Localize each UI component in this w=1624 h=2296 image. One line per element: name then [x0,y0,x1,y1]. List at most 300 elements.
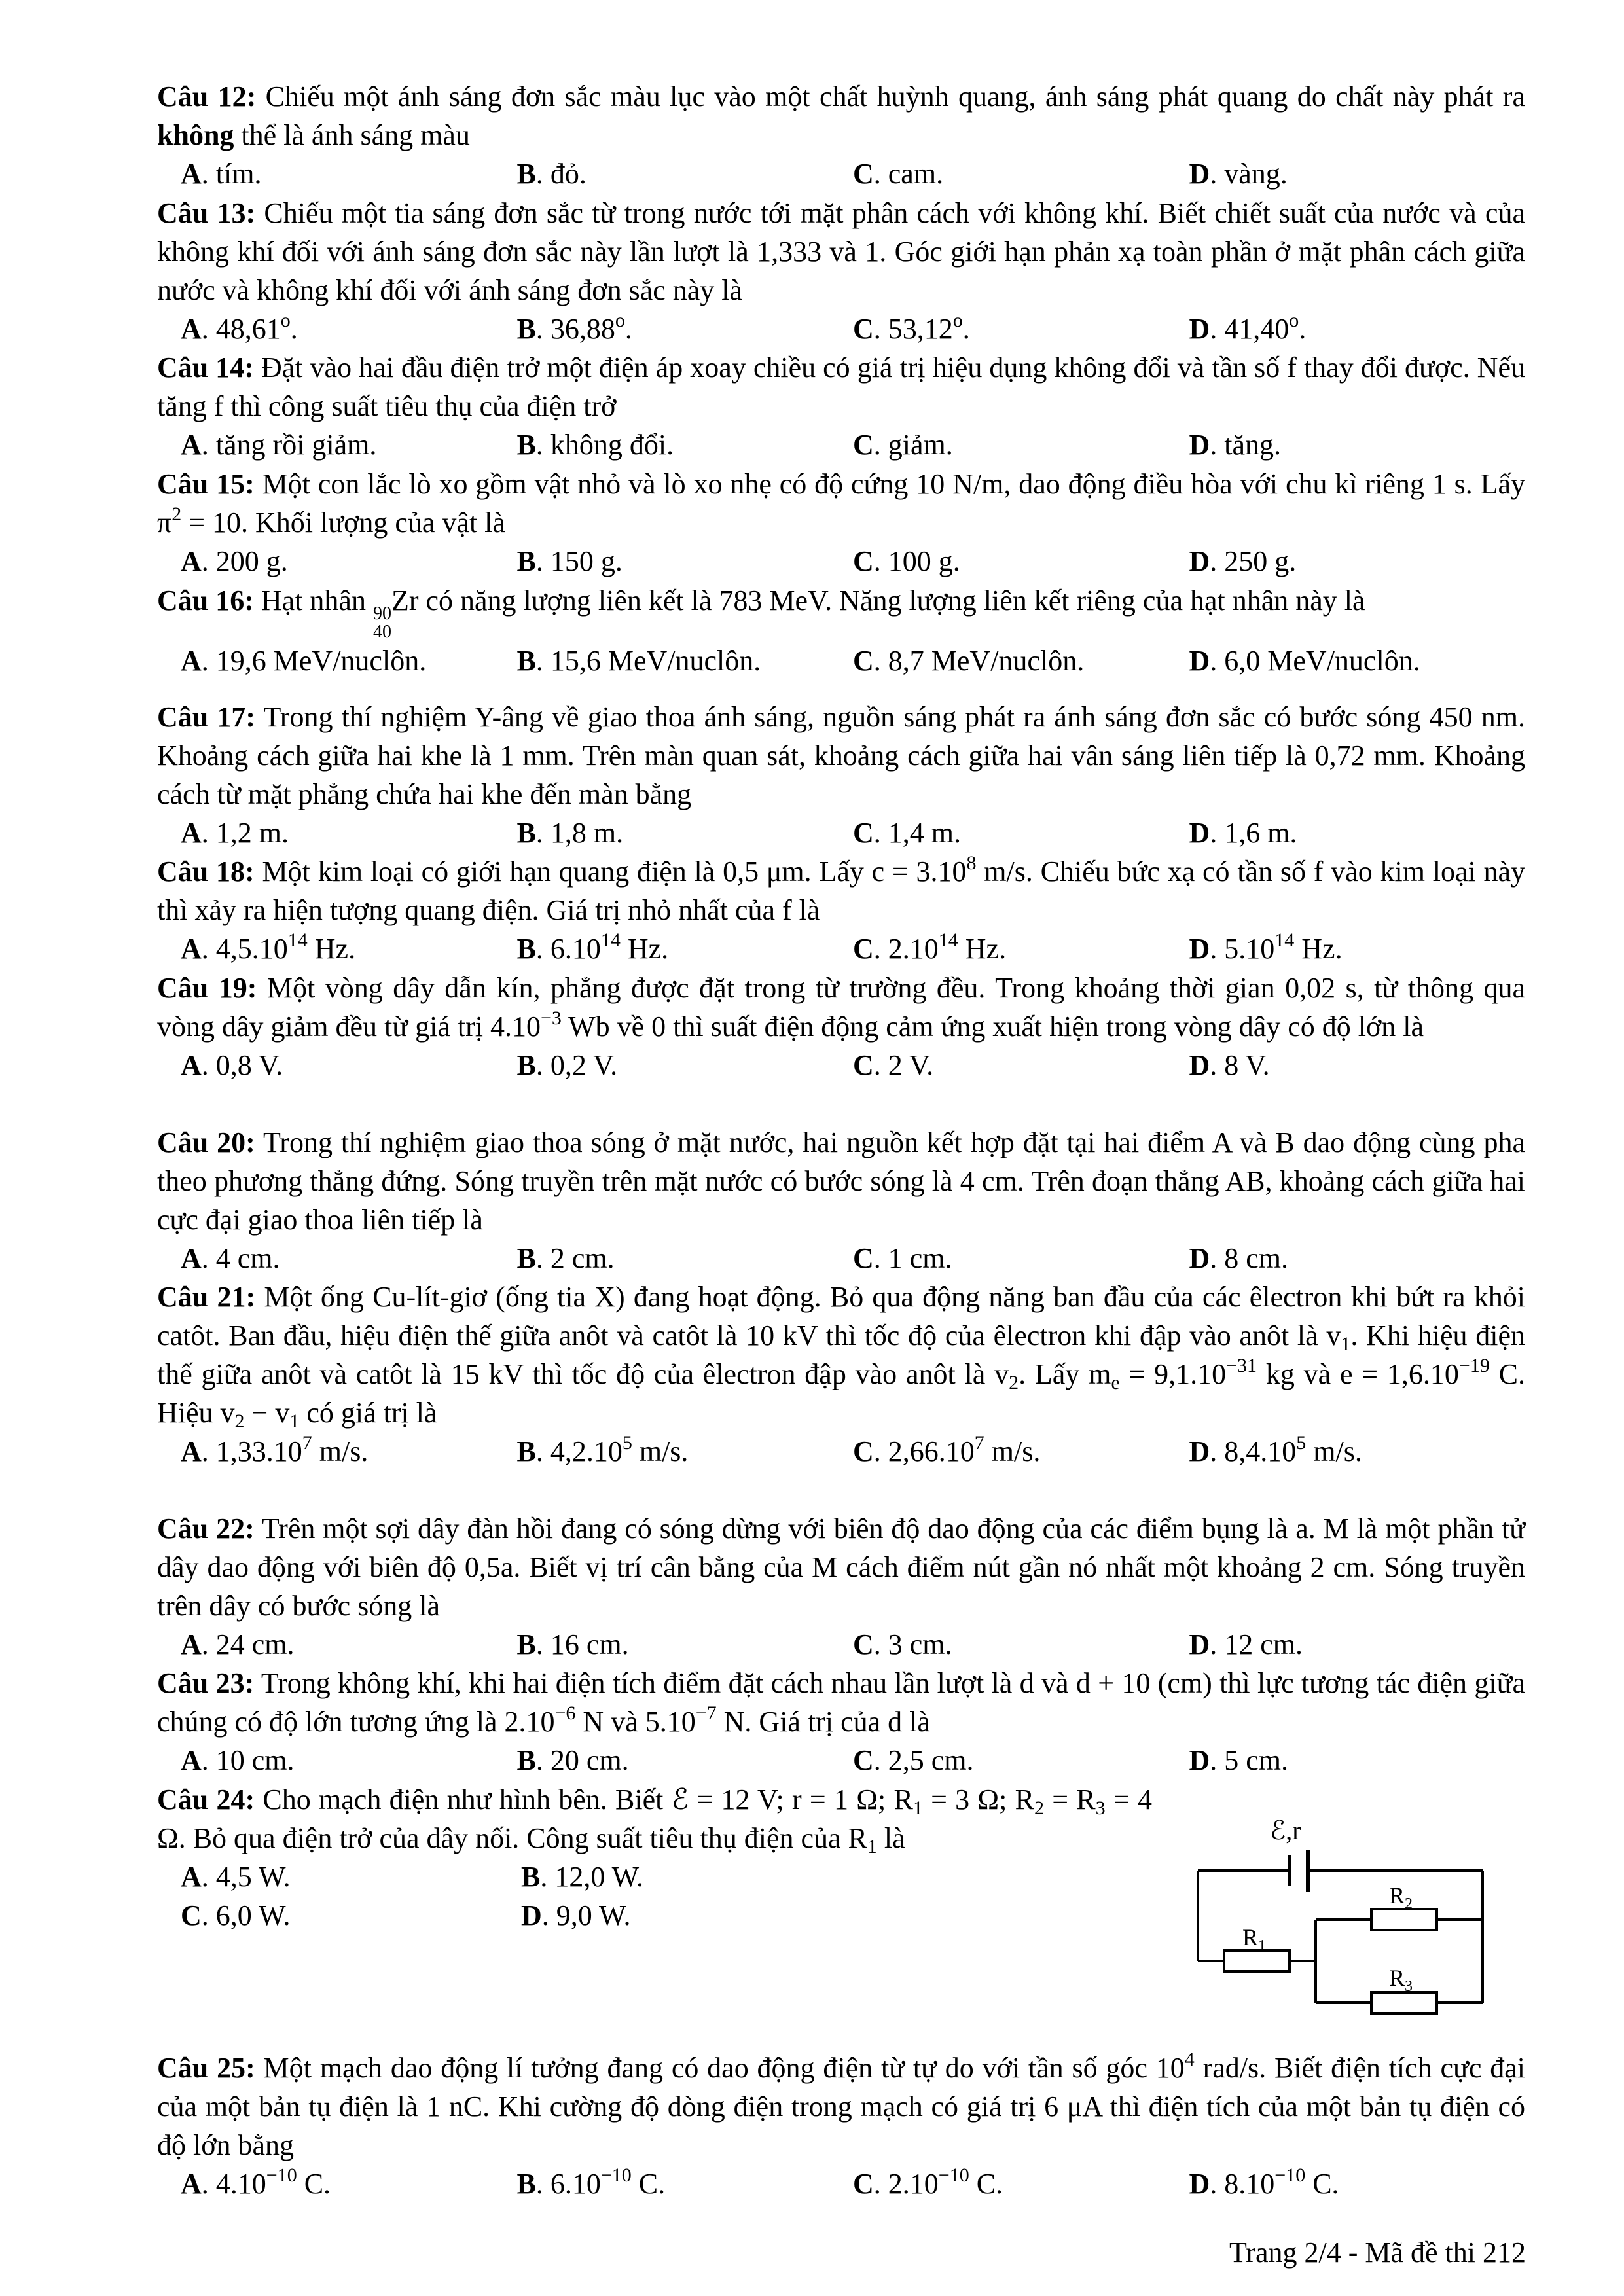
options-row [157,154,1525,193]
option-key: A [181,2168,202,2200]
r3-sub: 3 [1405,1978,1413,1995]
option-text: . 2.10 [873,933,939,965]
question-label: Câu 17: [157,701,256,733]
stem-sub: 3 [1095,1797,1106,1819]
option-key: C [181,1899,202,1931]
option-text: . 8,7 MeV/nuclôn. [873,645,1085,677]
question-label: Câu 16: [157,584,254,617]
option-key: C [853,1242,874,1274]
option-key: B [516,817,536,849]
question-stem [157,465,1525,542]
option-key: B [521,1861,541,1893]
circuit-wires [1198,1871,1483,2003]
stem-sup: −6 [554,1702,576,1724]
option-tail: m/s. [984,1435,1041,1467]
option-b[interactable] [517,2164,854,2203]
option-c[interactable] [853,641,1189,680]
option-text: . 4 cm. [201,1242,280,1274]
stem-text: Trong thí nghiệm giao thoa sóng ở mặt nước, hai nguồn kết hợp đặt tại hai điểm A và B dao động cùng pha theo phương thẳng đứng. Sóng truyền trên mặt nước có bước sóng là 4 cm. Trên đoạn thẳng AB, khoảng cách giữa hai cực đại giao thoa liên tiếp là [157,1126,1526,1236]
option-text: . 5.10 [1210,933,1275,965]
r3-label [1389,1965,1413,1995]
option-key: A [181,817,202,849]
option-tail: Hz. [620,933,669,965]
source-label: ℰ,r [1270,1816,1301,1845]
option-b[interactable] [517,1432,854,1471]
option-text: . 4,5.10 [201,933,288,965]
option-key: D [1189,545,1210,577]
option-key: D [1189,429,1210,461]
option-b[interactable] [521,1857,861,1896]
option-key: B [516,313,536,345]
stem-text: Một vòng dây dẫn kín, phẳng được đặt trong từ trường đều. Trong khoảng thời gian 0,02 s, từ thông qua vòng dây giảm đều từ giá trị 4.10 [157,972,1525,1043]
stem-text: Một con lắc lò xo gồm vật nhỏ và lò xo nhẹ có độ cứng 10 N/m, dao động điều hòa với chu kì riêng 1 s. Lấy π [157,468,1525,539]
stem-text: Chiếu một ánh sáng đơn sắc màu lục vào một chất huỳnh quang, ánh sáng phát quang do chất này phát ra [256,81,1525,113]
nuclide-mass: 90 [372,603,391,624]
option-d[interactable] [1189,310,1526,348]
option-key: C [853,429,874,461]
option-text: . cam. [873,158,944,190]
option-a[interactable] [181,542,517,581]
option-sup: 7 [974,1432,984,1454]
option-d[interactable] [1189,154,1526,193]
question-stem [157,698,1525,814]
option-text: . 1,8 m. [535,817,624,849]
option-d[interactable] [1189,1432,1526,1471]
option-text: . không đổi. [535,429,674,461]
option-a[interactable] [181,1857,521,1896]
option-sup: 14 [938,929,958,951]
question-stem [157,1278,1525,1432]
stem-text: Hạt nhân [253,584,373,617]
option-a[interactable] [181,425,517,464]
option-a[interactable] [181,814,517,852]
stem-text: = R [1043,1784,1096,1816]
option-a[interactable] [181,929,517,968]
option-key: D [1189,313,1210,345]
option-text: . 19,6 MeV/nuclôn. [201,645,427,677]
option-text: . 4,2.10 [535,1435,623,1467]
question-stem [157,1780,1152,1857]
stem-text: Một mạch dao động lí tưởng đang có dao động điện từ tự do với tần số góc 10 [255,2052,1185,2084]
option-a[interactable] [181,154,517,193]
option-d[interactable] [1189,641,1526,680]
question-19 [157,969,1525,1085]
option-b[interactable] [517,641,854,680]
option-key: D [1189,1744,1210,1776]
option-d[interactable] [1189,814,1526,852]
option-key: B [516,1049,536,1081]
option-c[interactable] [853,542,1189,581]
question-23 [157,1664,1525,1780]
stem-text: rad/s. Biết điện tích cực đại của một bản tụ điện là 1 nC. Khi cường độ dòng điện trong mạch có giá trị 6 μA thì điện tích của một bản tụ điện có độ lớn bằng [157,2052,1525,2161]
stem-sub: 1 [912,1797,923,1819]
option-key: C [853,817,874,849]
option-key: A [181,429,202,461]
option-text: . 24 cm. [201,1628,295,1660]
option-c[interactable] [853,814,1189,852]
option-text: . 1,4 m. [873,817,962,849]
option-text: . 12,0 W. [540,1861,644,1893]
option-key: D [1189,1435,1210,1467]
stem-text: = 3 Ω; R [922,1784,1034,1816]
option-key: D [1189,2168,1210,2200]
stem-text: là [876,1822,905,1854]
option-b[interactable] [517,1741,854,1780]
option-text: . 3 cm. [873,1628,952,1660]
stem-sub: 2 [1034,1797,1044,1819]
options-row [157,641,1525,680]
options-row [157,2164,1525,2203]
r2-sub: 2 [1405,1895,1413,1912]
option-c[interactable] [853,2164,1189,2203]
stem-sup: 4 [1184,2049,1195,2070]
question-label: Câu 12: [157,81,257,113]
option-d[interactable] [1189,929,1526,968]
options-row [157,1625,1525,1664]
option-a[interactable] [181,1741,517,1780]
question-label: Câu 18: [157,855,255,888]
option-text: . 9,0 W. [541,1899,631,1931]
option-d[interactable] [1189,1741,1526,1780]
option-c[interactable] [853,1046,1189,1085]
options-row [157,425,1525,464]
option-text: . 2 V. [873,1049,934,1081]
stem-sub: e [1111,1372,1120,1393]
option-text: . 8 cm. [1210,1242,1289,1274]
option-d[interactable] [1189,1046,1526,1085]
stem-text: . Lấy m [1019,1358,1111,1390]
option-sup: 14 [287,929,308,951]
question-12 [157,77,1525,193]
option-sup: o [1289,310,1299,331]
circuit-diagram [1191,1812,1519,2021]
question-18 [157,852,1525,968]
r2-label [1389,1882,1413,1912]
stem-sup: −3 [540,1007,562,1029]
option-sup: −10 [1274,2164,1306,2186]
stem-text: C. Hiệu v [157,1358,1525,1429]
battery-icon [1290,1850,1308,1892]
option-b[interactable] [517,425,854,464]
option-d[interactable] [521,1896,861,1935]
option-key: C [853,1628,874,1660]
option-b[interactable] [517,814,854,852]
option-key: C [853,545,874,577]
option-key: B [516,2168,536,2200]
options-row [157,929,1525,968]
option-text: . 8.10 [1210,2168,1275,2200]
r2-letter: R [1389,1882,1405,1909]
question-stem [157,348,1525,425]
option-b[interactable] [517,154,854,193]
nuclide-symbol: Zr [391,584,419,617]
stem-text: = 10. Khối lượng của vật là [181,507,505,539]
option-c[interactable] [853,310,1189,348]
option-a[interactable] [181,1432,517,1471]
question-label: Câu 25: [157,2052,255,2084]
option-key: D [1189,1628,1210,1660]
option-tail: . [624,313,632,345]
question-25 [157,2049,1525,2203]
option-c[interactable] [853,425,1189,464]
question-stem [157,969,1525,1046]
stem-sub: 2 [1009,1372,1019,1393]
option-tail: . [1299,313,1307,345]
options-row [157,542,1525,581]
option-key: B [516,429,536,461]
option-text: . 36,88 [535,313,615,345]
option-c[interactable] [853,154,1189,193]
stem-text: Chiếu một tia sáng đơn sắc từ trong nước tới mặt phân cách với không khí. Biết chiết suất của nước và của không khí đối với ánh sáng đơn sắc này lần lượt là 1,333 và 1. Góc giới hạn phản xạ toàn phần ở mặt phân cách giữa nước và không khí đối với ánh sáng đơn sắc này là [157,197,1525,306]
question-22 [157,1509,1525,1664]
option-text: . 100 g. [873,545,960,577]
option-key: A [181,933,202,965]
stem-text: N và 5.10 [575,1706,696,1738]
option-tail: C. [297,2168,331,2200]
option-b[interactable] [517,1625,854,1664]
options-row [157,1432,1525,1471]
option-key: D [1189,933,1210,965]
option-text: . 15,6 MeV/nuclôn. [535,645,761,677]
option-key: A [181,1049,202,1081]
option-a[interactable] [181,310,517,348]
stem-text: Một ống Cu-lít-giơ (ống tia X) đang hoạt động. Bỏ qua động năng ban đầu của các êlectron khi bứt ra khỏi catôt. Ban đầu, hiệu điện thế giữa anôt và catôt là 10 kV thì tốc độ của êlectron khi đập vào anôt là v [157,1281,1525,1352]
question-stem [157,581,1525,641]
option-text: . 0,2 V. [535,1049,618,1081]
stem-text: Trong không khí, khi hai điện tích điểm đặt cách nhau lần lượt là d và d + 10 (cm) thì lực tương tác điện giữa chúng có độ lớn tương ứng là 2.10 [157,1667,1525,1738]
question-label: Câu 21: [157,1281,256,1313]
option-text: . tím. [201,158,262,190]
option-text: . 6.10 [535,2168,601,2200]
option-a[interactable] [181,1625,517,1664]
question-label: Câu 19: [157,972,257,1004]
stem-text: Trên một sợi dây đàn hồi đang có sóng dừng với biên độ dao động của các điểm bụng là a. M là một phần tử dây dao động với biên độ 0,5a. Biết vị trí cân bằng của M cách điểm nút gần nó nhất một khoảng 2 cm. Sóng truyền trên dây có bước sóng là [157,1513,1525,1622]
option-c[interactable] [853,929,1189,968]
option-text: . tăng. [1210,429,1282,461]
option-key: A [181,1861,202,1893]
option-sup: −10 [938,2164,969,2186]
option-text: . 150 g. [535,545,623,577]
page-footer: Trang 2/4 - Mã đề thi 212 [1229,2236,1526,2269]
option-tail: Hz. [1294,933,1343,965]
stem-text: Một kim loại có giới hạn quang điện là 0,5 μm. Lấy c = 3.10 [254,855,967,888]
question-20 [157,1123,1525,1278]
option-text: . 6,0 MeV/nuclôn. [1210,645,1420,677]
stem-text: Đặt vào hai đầu điện trở một điện áp xoay chiều có giá trị hiệu dụng không đổi và tần số f thay đổi được. Nếu tăng f thì công suất tiêu thụ của điện trở [157,351,1525,422]
question-stem [157,1509,1525,1625]
option-b[interactable] [517,929,854,968]
option-text: . 12 cm. [1210,1628,1303,1660]
option-text: . đỏ. [535,158,586,190]
option-b[interactable] [517,542,854,581]
question-14 [157,348,1525,464]
option-d[interactable] [1189,425,1526,464]
question-label: Câu 23: [157,1667,255,1699]
stem-sub: 1 [289,1410,300,1432]
option-key: A [181,645,202,677]
option-text: . 1,6 m. [1210,817,1297,849]
option-c[interactable] [181,1896,521,1935]
stem-sup: 8 [966,852,977,874]
option-text: . 6,0 W. [201,1899,291,1931]
option-key: B [516,645,536,677]
nuclide-numbers [373,605,391,641]
option-sup: 5 [1296,1432,1307,1454]
option-sup: 7 [302,1432,312,1454]
option-key: D [1189,1049,1210,1081]
question-16 [157,581,1525,680]
question-13 [157,194,1525,348]
option-text: . 4,5 W. [201,1861,291,1893]
option-text: . 250 g. [1210,545,1297,577]
option-tail: m/s. [312,1435,369,1467]
option-key: A [181,313,202,345]
option-text: . 16 cm. [535,1628,629,1660]
option-text: . 8 V. [1210,1049,1270,1081]
question-label: Câu 14: [157,351,254,384]
option-sup: −10 [600,2164,632,2186]
stem-text: N. Giá trị của d là [716,1706,930,1738]
stem-text: có giá trị là [299,1397,437,1429]
option-key: A [181,1435,202,1467]
option-tail: . [290,313,298,345]
option-key: B [516,1435,536,1467]
option-text: . 1 cm. [873,1242,952,1274]
option-tail: m/s. [1306,1435,1362,1467]
option-key: A [181,545,202,577]
option-key: B [516,545,536,577]
stem-sub: 1 [867,1836,877,1857]
option-key: D [1189,1242,1210,1274]
option-text: . vàng. [1210,158,1288,190]
stem-text: kg và e = 1,6.10 [1257,1358,1459,1390]
option-key: A [181,1242,202,1274]
question-17 [157,698,1525,852]
option-key: D [1189,817,1210,849]
question-label: Câu 20: [157,1126,255,1158]
option-tail: C. [969,2168,1003,2200]
option-c[interactable] [853,1625,1189,1664]
option-key: B [516,1242,536,1274]
question-stem [157,77,1525,154]
question-label: Câu 22: [157,1513,255,1545]
option-key: C [853,158,874,190]
option-sup: −10 [266,2164,297,2186]
option-key: C [853,1049,874,1081]
option-sup: 14 [600,929,621,951]
option-d[interactable] [1189,2164,1526,2203]
option-tail: Hz. [307,933,356,965]
stem-text: Trong thí nghiệm Y-âng về giao thoa ánh sáng, nguồn sáng phát ra ánh sáng đơn sắc có bước sóng 450 nm. Khoảng cách giữa hai khe là 1 mm. Trên màn quan sát, khoảng cách giữa hai vân sáng liên tiếp là 0,72 mm. Khoảng cách từ mặt phẳng chứa hai khe đến màn bằng [157,701,1525,810]
option-d[interactable] [1189,542,1526,581]
stem-text: Cho mạch điện như hình bên. Biết ℰ = 12 V; r = 1 Ω; R [255,1784,913,1816]
option-tail: Hz. [958,933,1007,965]
question-stem [157,852,1525,929]
stem-text: m/s. Chiếu bức xạ có tần số f vào kim loại này thì xảy ra hiện tượng quang điện. Giá trị nhỏ nhất của f là [157,855,1526,926]
option-text: . giảm. [873,429,953,461]
option-sup: 5 [622,1432,632,1454]
option-key: C [853,2168,874,2200]
options-row [157,1741,1525,1780]
question-stem [157,1664,1525,1741]
stem-text: . Khi hiệu điện thế giữa anôt và catôt là 15 kV thì tốc độ của êlectron đập vào anôt là v [157,1319,1525,1390]
option-a[interactable] [181,1046,517,1085]
options-row [157,814,1525,852]
stem-sup: −19 [1458,1355,1490,1376]
option-key: C [853,313,874,345]
option-c[interactable] [853,1239,1189,1278]
option-text: . 4.10 [201,2168,266,2200]
option-key: D [1189,158,1210,190]
option-key: A [181,1744,202,1776]
option-text: . 1,33.10 [201,1435,302,1467]
option-b[interactable] [517,1046,854,1085]
option-tail: m/s. [632,1435,689,1467]
option-key: C [853,645,874,677]
option-text: . 2,5 cm. [873,1744,974,1776]
option-tail: C. [631,2168,666,2200]
option-c[interactable] [853,1741,1189,1780]
resistor-r3 [1371,1992,1437,2013]
option-text: . 10 cm. [201,1744,295,1776]
option-key: C [853,933,874,965]
option-sup: 14 [1274,929,1295,951]
option-tail: . [962,313,970,345]
option-b[interactable] [517,1239,854,1278]
option-b[interactable] [517,310,854,348]
option-a[interactable] [181,1239,517,1278]
question-label: Câu 13: [157,197,256,229]
option-text: . 5 cm. [1210,1744,1289,1776]
question-label: Câu 24: [157,1784,255,1816]
option-text: . 2,66.10 [873,1435,975,1467]
option-key: B [516,1744,536,1776]
question-15 [157,465,1525,581]
option-key: B [516,933,536,965]
question-21 [157,1278,1525,1471]
stem-sup: −31 [1226,1355,1257,1376]
options-row [157,310,1525,348]
option-text: . 8,4.10 [1210,1435,1297,1467]
option-key: C [853,1435,874,1467]
options-row [157,1239,1525,1278]
option-text: . 200 g. [201,545,288,577]
option-d[interactable] [1189,1625,1526,1664]
option-d[interactable] [1189,1239,1526,1278]
option-key: C [853,1744,874,1776]
option-tail: C. [1305,2168,1339,2200]
r1-sub: 1 [1258,1937,1267,1954]
r1-label [1242,1924,1266,1954]
stem-text: − v [244,1397,290,1429]
option-text: . 2 cm. [535,1242,615,1274]
question-stem [157,1123,1525,1239]
option-c[interactable] [853,1432,1189,1471]
question-stem [157,2049,1525,2164]
stem-sub: 1 [1341,1333,1351,1355]
option-text: . tăng rồi giảm. [201,429,377,461]
stem-text: Wb về 0 thì suất điện động cảm ứng xuất hiện trong vòng dây có độ lớn là [561,1011,1424,1043]
option-text: . 53,12 [873,313,953,345]
option-a[interactable] [181,2164,517,2203]
resistor-r1 [1224,1950,1290,1971]
option-text: . 20 cm. [535,1744,629,1776]
option-a[interactable] [181,641,517,680]
option-key: B [516,158,536,190]
nuclide-z: 40 [372,622,391,642]
r1-letter: R [1242,1924,1259,1950]
stem-sup: 2 [171,503,182,525]
